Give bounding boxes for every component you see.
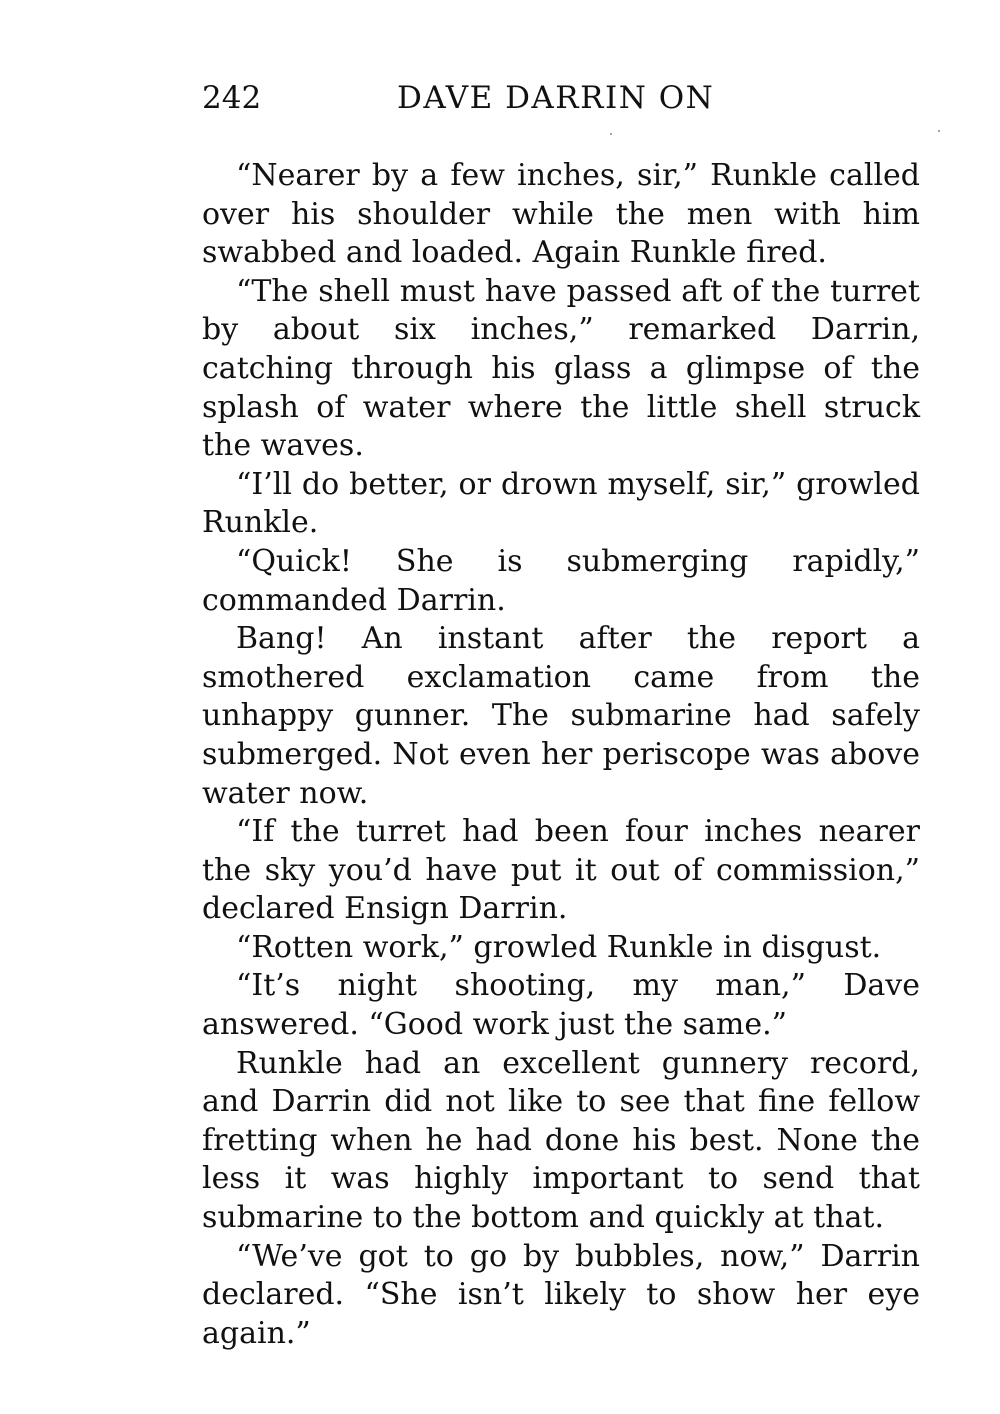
paragraph: “The shell must have passed aft of the turret by about six inches,” remarked Darrin, catching through his glass a glimpse of the splash of water where the little shell struck the waves.	[202, 273, 920, 464]
paragraph: “If the turret had been four inches nearer the sky you’d have put it out of commission,” declared Ensign Darrin.	[202, 814, 920, 927]
paragraph: Bang! An instant after the report a smothered exclamation came from the unhappy gunner. The submarine had safely submerged. Not even her periscope was above water now.	[202, 621, 920, 811]
paragraph: “We’ve got to go by bubbles, now,” Darrin declared. “She isn’t likely to show her eye again.”	[202, 1238, 920, 1351]
paragraph: “It’s night shooting, my man,” Dave answered. “Good work just the same.”	[202, 968, 920, 1043]
paragraph: “Rotten work,” growled Runkle in disgust.	[236, 929, 882, 965]
paragraph: “I’ll do better, or drown myself, sir,” growled Runkle.	[202, 466, 920, 541]
scan-speck	[938, 130, 940, 132]
page-header	[202, 78, 920, 118]
body-text	[202, 157, 920, 1353]
paragraph: “Nearer by a few inches, sir,” Runkle called over his shoulder while the men with him swabbed and loaded. Again Runkle fired.	[202, 158, 920, 271]
scan-speck	[610, 133, 612, 135]
page-number: 242	[202, 80, 262, 116]
running-title: DAVE DARRIN ON	[397, 80, 715, 116]
paragraph: “Quick! She is submerging rapidly,” commanded Darrin.	[202, 543, 920, 618]
paragraph: Runkle had an excellent gunnery record, and Darrin did not like to see that fine fellow fretting when he had done his best. None the less it was highly important to send that submarine to the bottom and quickly at that.	[202, 1045, 920, 1236]
